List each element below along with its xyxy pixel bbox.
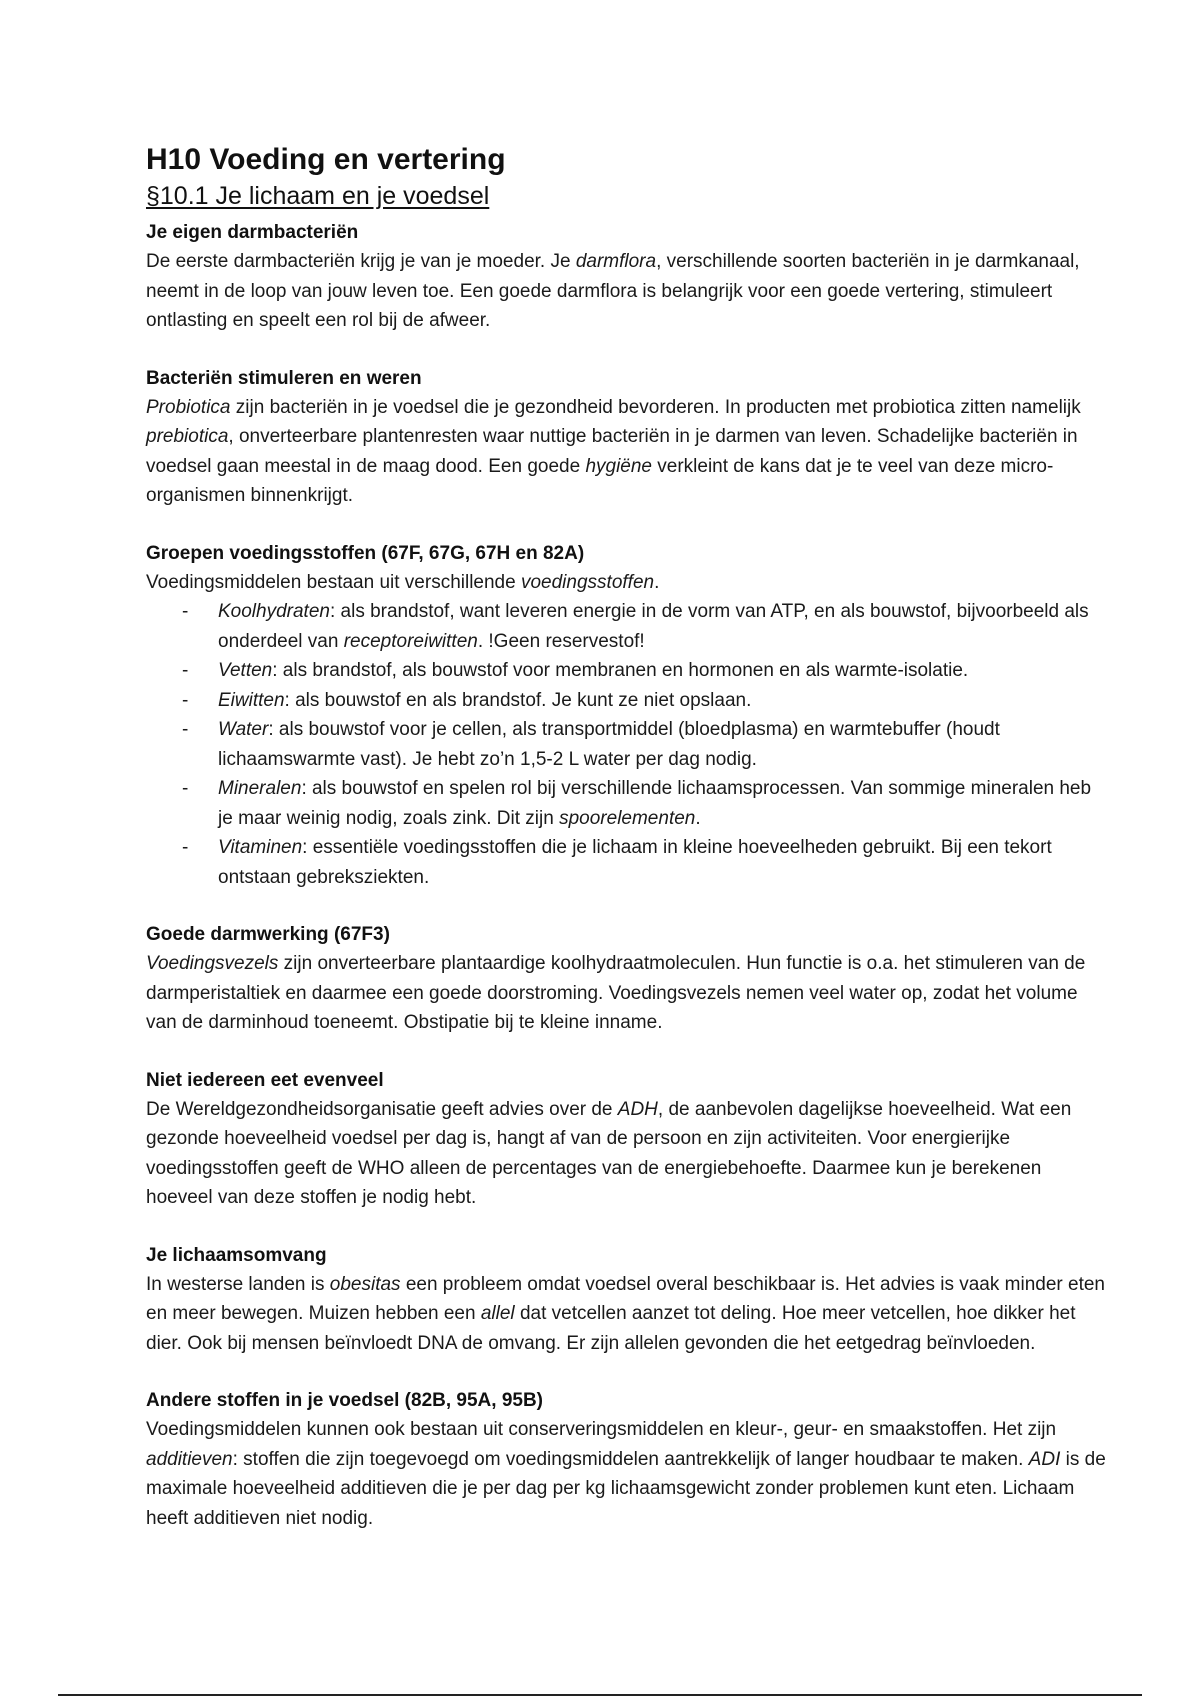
list-item: - Vitaminen: essentiële voedingsstoffen die je lichaam in kleine hoeveelheden gebruikt. Bij een tekort ontstaan gebreksziekten. bbox=[182, 837, 1052, 888]
section-heading: Groepen voedingsstoffen (67F, 67G, 67H en 82A) bbox=[146, 542, 585, 564]
list-item: - Water: als bouwstof voor je cellen, als transportmiddel (bloedplasma) en warmtebuffer (houdt lichaamswarmte vast). Je hebt zo’n 1,5-2 L water per dag nodig. bbox=[182, 719, 1000, 770]
list-item: - Mineralen: als bouwstof en spelen rol bij verschillende lichaamsprocessen. Van sommige mineralen heb je maar weinig nodig, zoals zink. Dit zijn spoorelementen. bbox=[182, 778, 1092, 829]
list-item: - Eiwitten: als bouwstof en als brandstof. Je kunt ze niet opslaan. bbox=[182, 689, 752, 711]
key-term: voedingsstoffen bbox=[520, 571, 655, 593]
key-term: prebiotica bbox=[146, 426, 229, 447]
section-paragraph: Voedingsvezels zijn onverteerbare plantaardige koolhydraatmoleculen. Hun functie is o.a. het stimuleren van de darmperistaltiek en daarmee een goede doorstroming. Voedingsvezels nemen veel water op, zodat het volume van de darminhoud toeneemt. Obstipatie bij te kleine inname. bbox=[146, 953, 1086, 1033]
list-item: - Koolhydraten: als brandstof, want leveren energie in de vorm van ATP, en als bouwstof, bijvoorbeeld als onderdeel van receptoreiwitten. !Geen reservestof! bbox=[182, 601, 1089, 652]
section-lichaamsomvang bbox=[146, 1241, 1106, 1359]
list-item: - Vetten: als brandstof, als bouwstof voor membranen en hormonen en als warmte-isolatie. bbox=[182, 660, 969, 681]
section-paragraph: In westerse landen is obesitas een probleem omdat voedsel overal beschikbaar is. Het advies is vaak minder eten en meer bewegen. Muizen hebben een allel dat vetcellen aanzet tot deling. Hoe meer vetcellen, hoe dikker het dier. Ook bij mensen beïnvloedt DNA de omvang. Er zijn allelen gevonden die het eetgedrag beïnvloeden. bbox=[146, 1273, 1105, 1354]
section-groepen-voedingsstoffen bbox=[146, 539, 1106, 893]
section-heading: Je eigen darmbacteriën bbox=[146, 222, 359, 243]
section-heading: Niet iedereen eet evenveel bbox=[146, 1069, 384, 1091]
section-paragraph: Probiotica zijn bacteriën in je voedsel die je gezondheid bevorderen. In producten met probiotica zitten namelijk prebiotica, onverteerbare plantenresten waar nuttige bacteriën in je darmen van leven. Schadelijke bacteriën in voedsel gaan meestal in de maag dood. Een goede hygiëne verkleint de kans dat je te veel van deze micro-organismen binnenkrijgt. bbox=[146, 396, 1081, 506]
page-bottom-divider bbox=[58, 1694, 1142, 1696]
section-darmbacterien bbox=[146, 218, 1106, 336]
key-term: additieven bbox=[146, 1448, 233, 1470]
section-paragraph: De eerste darmbacteriën krijg je van je moeder. Je darmflora, verschillende soorten bacteriën in je darmkanaal, neemt in de loop van jouw leven toe. Een goede darmflora is belangrijk voor een goede vertering, stimuleert ontlasting en speelt een rol bij de afweer. bbox=[146, 251, 1080, 331]
section-paragraph: Voedingsmiddelen kunnen ook bestaan uit conserveringsmiddelen en kleur-, geur- en smaakstoffen. Het zijn additieven: stoffen die zijn toegevoegd om voedingsmiddelen aantrekkelijk of langer houdbaar te maken. ADI is de maximale hoeveelheid additieven die je per dag per kg lichaamsgewicht zonder problemen kunt eten. Lichaam heeft additieven niet nodig. bbox=[146, 1419, 1106, 1529]
section-heading: Bacteriën stimuleren en weren bbox=[146, 367, 422, 389]
key-term: Voedingsvezels bbox=[146, 953, 279, 974]
key-term: ADH bbox=[617, 1098, 658, 1120]
section-heading: Andere stoffen in je voedsel (82B, 95A, 95B) bbox=[146, 1390, 544, 1411]
section-heading: Goede darmwerking (67F3) bbox=[146, 924, 390, 945]
section-niet-iedereen bbox=[146, 1066, 1106, 1213]
section-heading: Je lichaamsomvang bbox=[146, 1244, 327, 1266]
nutrient-list bbox=[146, 597, 1106, 892]
section-paragraph: De Wereldgezondheidsorganisatie geeft advies over de ADH, de aanbevolen dagelijkse hoeveelheid. Wat een gezonde hoeveelheid voedsel per dag is, hangt af van de persoon en zijn activiteiten. Voor energierijke voedingsstoffen geeft de WHO alleen de percentages van de energiebehoefte. Daarmee kun je berekenen hoeveel van deze stoffen je nodig hebt. bbox=[146, 1098, 1072, 1208]
section-andere-stoffen bbox=[146, 1386, 1106, 1533]
key-term: allel bbox=[480, 1303, 515, 1324]
section-subtitle: §10.1 Je lichaam en je voedsel bbox=[146, 182, 490, 210]
key-term: darmflora bbox=[575, 251, 657, 272]
key-term: Probiotica bbox=[146, 396, 231, 418]
key-term: obesitas bbox=[329, 1273, 401, 1295]
document-title: H10 Voeding en vertering bbox=[146, 143, 506, 176]
document-page bbox=[146, 140, 1106, 1561]
section-bacterien-stimuleren bbox=[146, 364, 1106, 511]
key-term: hygiëne bbox=[585, 455, 652, 477]
section-paragraph: Voedingsmiddelen bestaan uit verschillende voedingsstoffen. bbox=[146, 571, 660, 593]
key-term: ADI bbox=[1028, 1448, 1061, 1470]
section-darmwerking bbox=[146, 920, 1106, 1038]
